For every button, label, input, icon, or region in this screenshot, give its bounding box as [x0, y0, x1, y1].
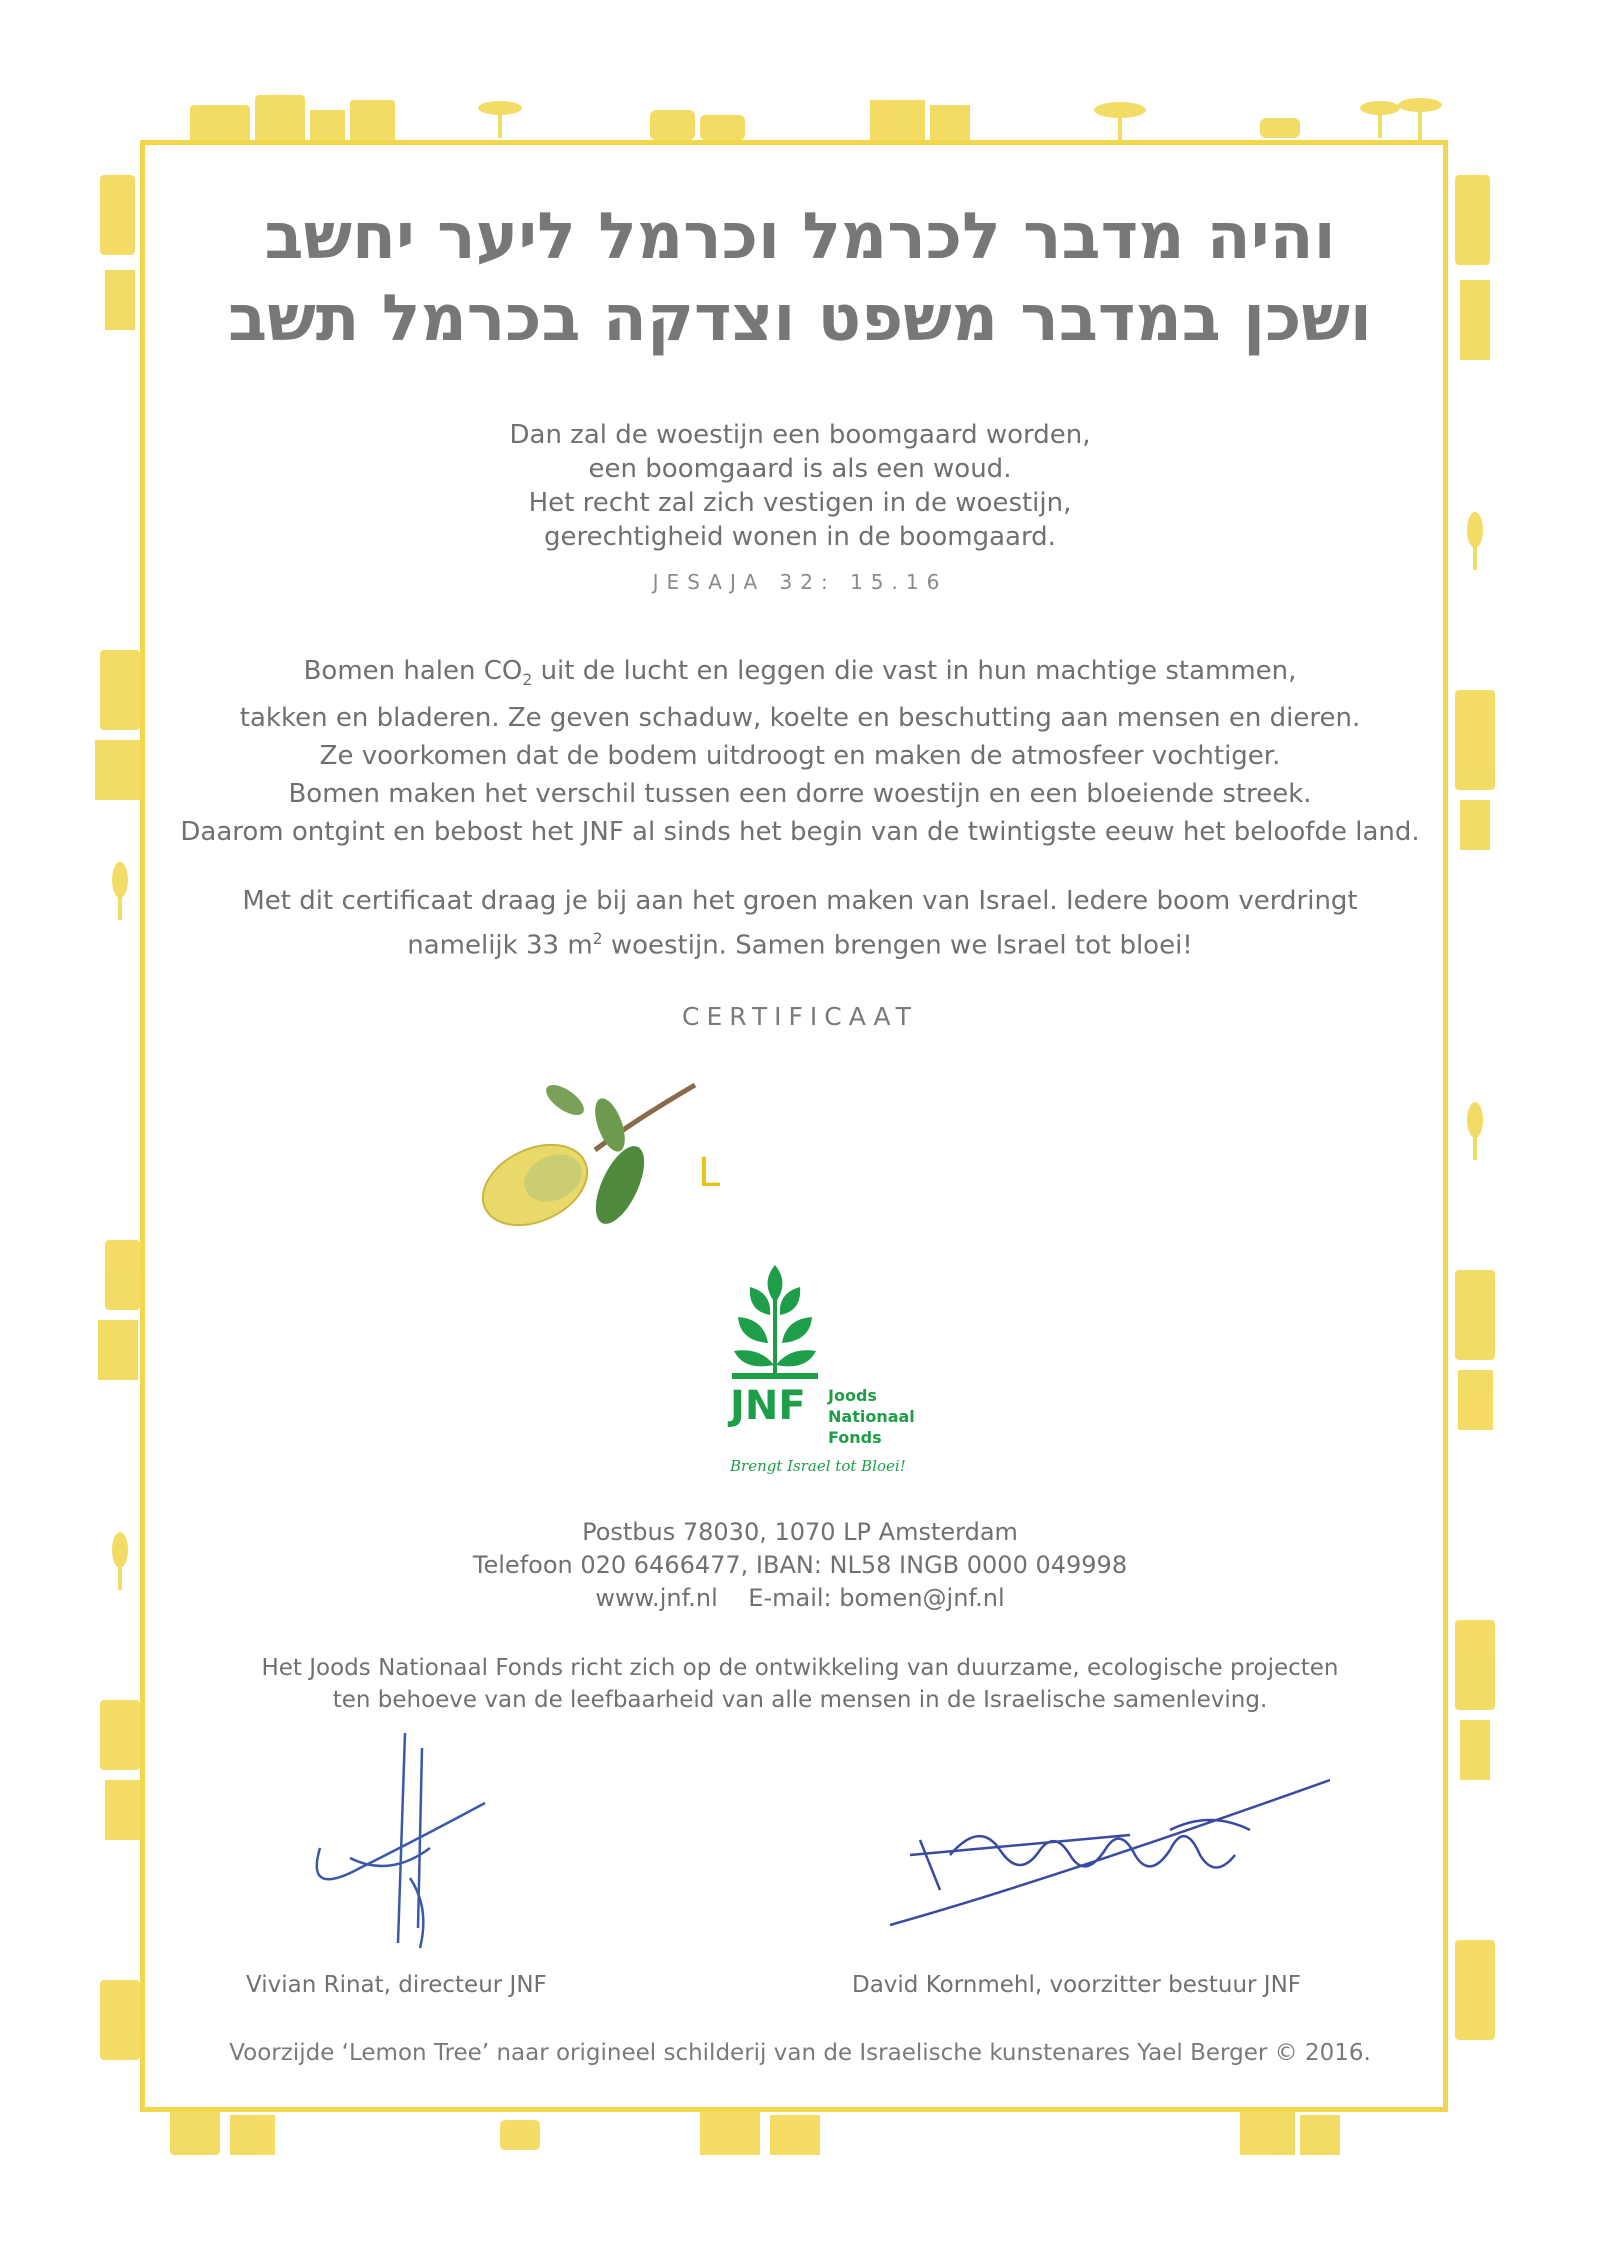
body-text: woestijn. Samen brengen we Israel tot bloei!: [602, 930, 1193, 961]
address-line: www.jnf.nl E-mail: bomen@jnf.nl: [595, 1584, 1005, 1612]
body-text: uit de lucht en leggen die vast in hun machtige stammen,: [532, 656, 1297, 686]
body-line-6: Met dit certificaat draag je bij aan het groen maken van Israel. Iedere boom verdringt: [242, 886, 1358, 916]
contact-address: [0, 1516, 1600, 1615]
jnf-name-line: Nationaal: [828, 1407, 915, 1426]
body-line-7: [0, 920, 1600, 965]
jnf-slogan: Brengt Israel tot Bloei!: [730, 1457, 906, 1475]
artwork-credit: Voorzijde ‘Lemon Tree’ naar origineel schilderij van de Israelische kunstenares Yael Berger © 2016.: [229, 2040, 1371, 2066]
verse-line: gerechtigheid wonen in de boomgaard.: [544, 522, 1056, 552]
body-text: Bomen halen CO: [303, 656, 523, 686]
address-line: Postbus 78030, 1070 LP Amsterdam: [582, 1518, 1018, 1546]
mission-line: ten behoeve van de leefbaarheid van alle mensen in de Israelische samenleving.: [332, 1687, 1268, 1713]
co2-subscript: 2: [522, 671, 533, 690]
jnf-name-line: Fonds: [828, 1428, 882, 1447]
mission-line: Het Joods Nationaal Fonds richt zich op de ontwikkeling van duurzame, ecologische projecten: [261, 1655, 1339, 1681]
jnf-logo: [730, 1265, 930, 1485]
hebrew-line-2: ושכן במדבר משפט וצדקה בכרמל תשב: [228, 282, 1372, 356]
body-line-2: takken en bladeren. Ze geven schaduw, koelte en beschutting aan mensen en dieren.: [239, 703, 1361, 734]
verse-line: Het recht zal zich vestigen in de woestijn,: [528, 488, 1072, 518]
verse-reference: JESAJA 32: 15.16: [652, 570, 948, 594]
body-paragraph-1: [0, 652, 1600, 851]
m2-superscript: 2: [592, 930, 603, 948]
jnf-abbr: JNF: [730, 1383, 806, 1429]
body-line-1: [0, 652, 1600, 699]
body-text: namelijk 33 m: [407, 930, 593, 961]
signatory-right: David Kornmehl, voorzitter bestuur JNF: [852, 1972, 1302, 1998]
body-line-4: Bomen maken het verschil tussen een dorre woestijn en een bloeiende streek.: [288, 779, 1312, 810]
signatory-left: Vivian Rinat, directeur JNF: [246, 1972, 547, 1998]
size-letter: L: [698, 1150, 721, 1196]
jnf-name-line: Joods: [828, 1386, 877, 1405]
lemon-branch-illustration: [475, 1080, 715, 1250]
address-line: Telefoon 020 6466477, IBAN: NL58 INGB 0000 049998: [472, 1551, 1128, 1579]
dutch-verse: [0, 418, 1600, 554]
certificate-label: CERTIFICAAT: [682, 1002, 918, 1031]
jnf-name: [828, 1385, 915, 1448]
hebrew-verse: [0, 196, 1600, 360]
signature-left: [310, 1728, 490, 1958]
hebrew-line-1: והיה מדבר לכרמל וכרמל ליער יחשב: [264, 200, 1336, 274]
body-line-5: Daarom ontgint en bebost het JNF al sinds het begin van de twintigste eeuw het beloofde land.: [180, 817, 1420, 848]
body-line-3: Ze voorkomen dat de bodem uitdroogt en maken de atmosfeer vochtiger.: [319, 741, 1281, 772]
body-paragraph-2: [0, 882, 1600, 965]
mission-statement: [0, 1652, 1600, 1716]
signature-right: [870, 1760, 1330, 1940]
verse-line: een boomgaard is als een woud.: [588, 454, 1012, 484]
verse-line: Dan zal de woestijn een boomgaard worden,: [509, 420, 1091, 450]
